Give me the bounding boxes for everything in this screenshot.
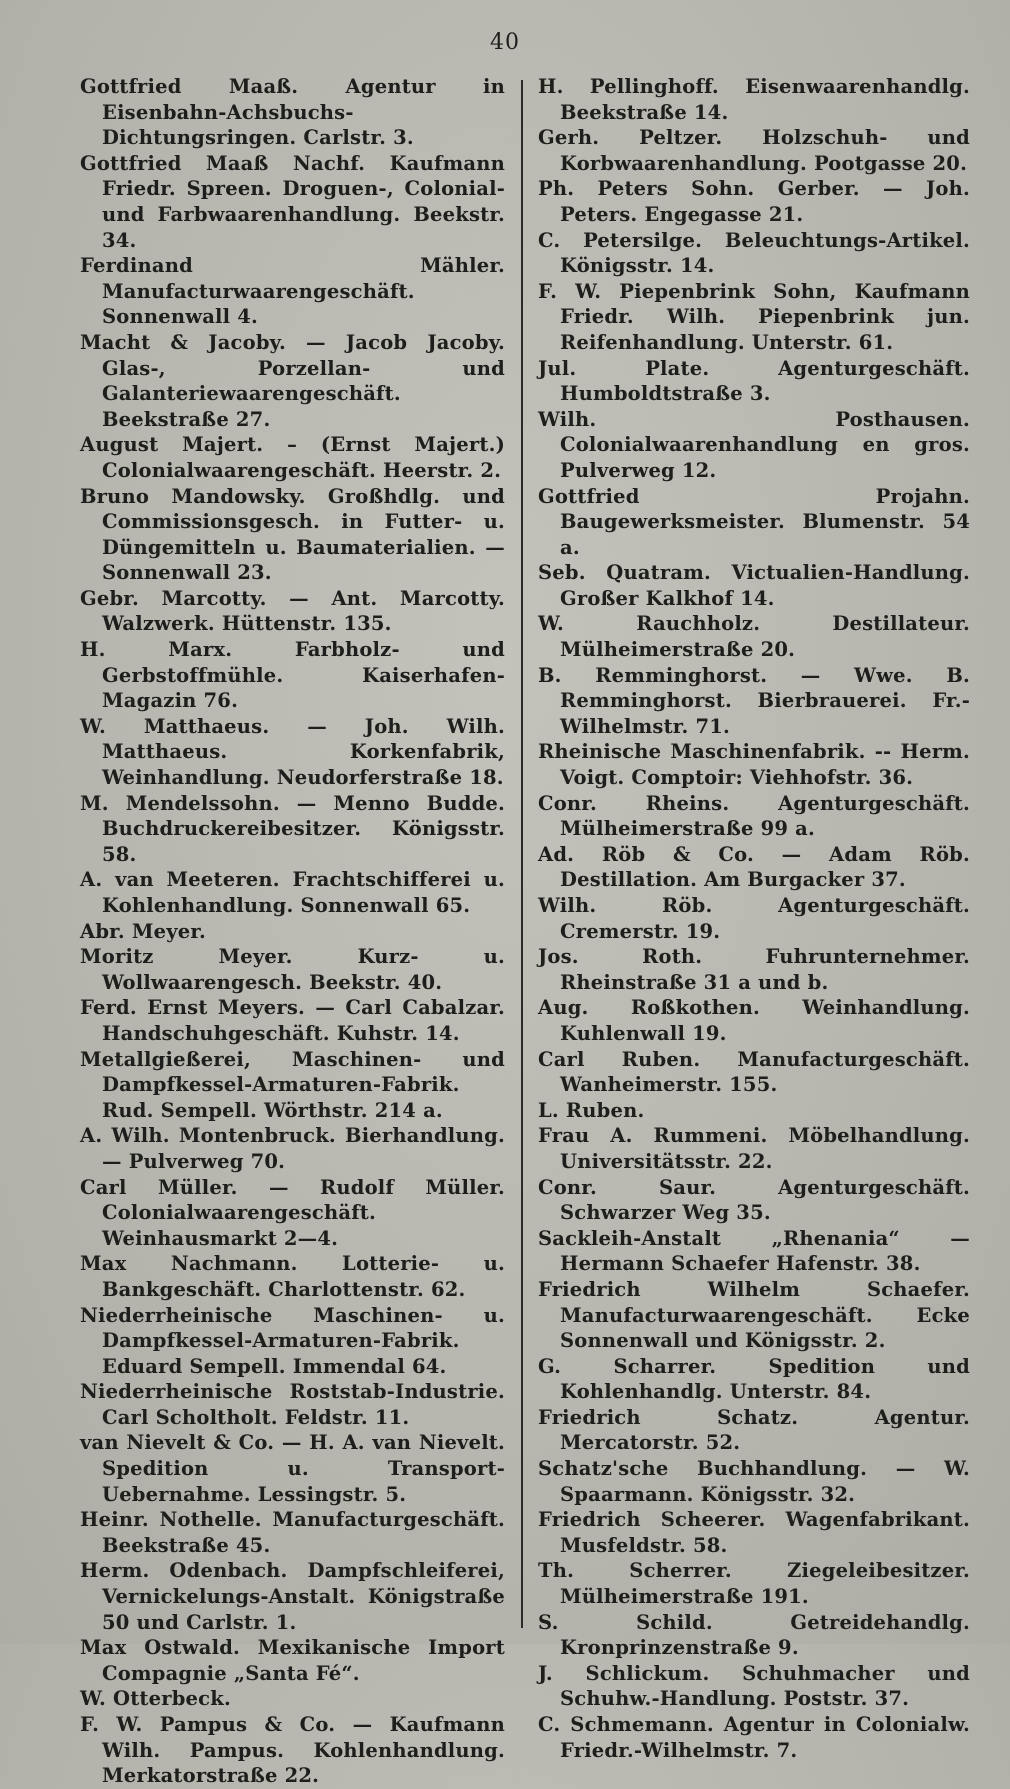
directory-entry: Metallgießerei, Maschinen- und Dampfkessel-Armaturen-Fabrik. Rud. Sempell. Wörthstr. 214 a. [80,1047,505,1122]
directory-entry: Moritz Meyer. Kurz- u. Wollwaarengesch. Beekstr. 40. [80,945,505,994]
directory-entry: Herm. Odenbach. Dampfschleiferei, Vernickelungs-Anstalt. Königstraße 50 und Carlstr. 1. [80,1559,505,1634]
directory-entry: Conr. Saur. Agenturgeschäft. Schwarzer Weg 35. [538,1175,970,1225]
directory-entry: Max Nachmann. Lotterie- u. Bankgeschäft. Charlottenstr. 62. [80,1252,505,1301]
page-number: 40 [490,30,520,55]
directory-entry: Gottfried Projahn. Baugewerksmeister. Blumenstr. 54 a. [538,484,970,559]
directory-entry: M. Mendelssohn. — Menno Budde. Buchdruckereibesitzer. Königsstr. 58. [80,791,505,866]
directory-entry: W. Otterbeck. [80,1687,231,1711]
directory-entry: Jul. Plate. Agenturgeschäft. Humboldtstraße 3. [538,356,970,406]
directory-entry: G. Scharrer. Spedition und Kohlenhandlg. Unterstr. 84. [538,1354,970,1404]
directory-entry: Gebr. Marcotty. — Ant. Marcotty. Walzwerk. Hüttenstr. 135. [80,586,505,636]
directory-entry: van Nievelt & Co. — H. A. van Nievelt. Spedition u. Transport-Uebernahme. Lessingstr. 5. [80,1431,505,1506]
directory-entry: L. Ruben. [538,1098,645,1122]
directory-entry: Seb. Quatram. Victualien-Handlung. Großer Kalkhof 14. [538,561,970,610]
directory-entry: Aug. Roßkothen. Weinhandlung. Kuhlenwall 19. [538,996,970,1045]
directory-entry: Frau A. Rummeni. Möbelhandlung. Universitätsstr. 22. [538,1124,970,1173]
directory-entry: Ph. Peters Sohn. Gerber. — Joh. Peters. Engegasse 21. [538,177,970,226]
directory-entry: Niederrheinische Roststab-Industrie. Carl Scholtholt. Feldstr. 11. [80,1380,505,1429]
directory-entry: Rheinische Maschinenfabrik. -- Herm. Voigt. Comptoir: Viehhofstr. 36. [538,740,970,790]
directory-entry: Friedrich Scheerer. Wagenfabrikant. Musfeldstr. 58. [538,1508,970,1557]
directory-entry: Schatz'sche Buchhandlung. — W. Spaarmann. Königsstr. 32. [538,1457,970,1506]
directory-entry: Wilh. Röb. Agenturgeschäft. Cremerstr. 19. [538,894,970,943]
directory-entry: Conr. Rheins. Agenturgeschäft. Mülheimerstraße 99 a. [538,791,970,841]
directory-entry: Ad. Röb & Co. — Adam Röb. Destillation. Am Burgacker 37. [538,842,970,892]
directory-entry: Ferd. Ernst Meyers. — Carl Cabalzar. Handschuhgeschäft. Kuhstr. 14. [80,996,505,1045]
directory-entry: Abr. Meyer. [80,919,207,943]
directory-entry: H. Pellinghoff. Eisenwaarenhandlg. Beekstraße 14. [538,75,970,124]
directory-entry: Sackleih-Anstalt „Rhenania“ — Hermann Schaefer Hafenstr. 38. [538,1226,970,1276]
directory-entry: Max Ostwald. Mexikanische Import Compagnie „Santa Fé“. [80,1636,505,1685]
directory-entry: Gottfried Maaß Nachf. Kaufmann Friedr. Spreen. Droguen-, Colonial- und Farbwaarenhandlung. Beekstr. 34. [80,151,505,252]
directory-entry: B. Remminghorst. — Wwe. B. Remminghorst. Bierbrauerei. Fr.-Wilhelmstr. 71. [538,663,970,738]
directory-entry: J. Schlickum. Schuhmacher und Schuhw.-Handlung. Poststr. 37. [538,1661,970,1711]
left-column [80,74,505,1789]
directory-entry: Macht & Jacoby. — Jacob Jacoby. Glas-, Porzellan- und Galanteriewaarengeschäft. Beekstraße 27. [80,330,505,431]
directory-entry: Bruno Mandowsky. Großhdlg. und Commissionsgesch. in Futter- u. Düngemitteln u. Baumaterialien. — Sonnenwall 23. [80,484,505,585]
directory-entry: C. Schmemann. Agentur in Colonialw. Friedr.-Wilhelmstr. 7. [538,1713,970,1762]
directory-entry: S. Schild. Getreidehandlg. Kronprinzenstraße 9. [538,1610,970,1660]
directory-entry: Carl Ruben. Manufacturgeschäft. Wanheimerstr. 155. [538,1047,970,1097]
directory-entry: Gerh. Peltzer. Holzschuh- und Korbwaarenhandlung. Pootgasse 20. [538,126,970,175]
directory-entry: Th. Scherrer. Ziegeleibesitzer. Mülheimerstraße 191. [538,1559,970,1609]
directory-entry: A. Wilh. Montenbruck. Bierhandlung. — Pulverweg 70. [80,1124,505,1173]
directory-entry: F. W. Pampus & Co. — Kaufmann Wilh. Pampus. Kohlenhandlung. Merkatorstraße 22. [80,1713,505,1788]
directory-entry: Friedrich Schatz. Agentur. Mercatorstr. 52. [538,1405,970,1455]
directory-entry: A. van Meeteren. Frachtschifferei u. Kohlenhandlung. Sonnenwall 65. [80,868,505,917]
directory-entry: Jos. Roth. Fuhrunternehmer. Rheinstraße 31 a und b. [538,945,970,994]
directory-entry: Wilh. Posthausen. Colonialwaarenhandlung en gros. Pulverweg 12. [538,407,970,482]
directory-entry: Ferdinand Mähler. Manufacturwaarengeschäft. Sonnenwall 4. [80,254,505,329]
directory-entry: F. W. Piepenbrink Sohn, Kaufmann Friedr. Wilh. Piepenbrink jun. Reifenhandlung. Unterstr. 61. [538,279,970,354]
directory-entry: Carl Müller. — Rudolf Müller. Colonialwaarengeschäft. Weinhausmarkt 2—4. [80,1175,505,1250]
directory-entry: C. Petersilge. Beleuchtungs-Artikel. Königsstr. 14. [538,228,970,278]
directory-entry: W. Matthaeus. — Joh. Wilh. Matthaeus. Korkenfabrik, Weinhandlung. Neudorferstraße 18. [80,714,505,790]
directory-entry: Niederrheinische Maschinen- u. Dampfkessel-Armaturen-Fabrik. Eduard Sempell. Immendal 64. [80,1303,505,1378]
right-column [538,74,970,1763]
column-divider [521,80,523,1628]
directory-entry: Gottfried Maaß. Agentur in Eisenbahn-Achsbuchs-Dichtungsringen. Carlstr. 3. [80,75,505,150]
directory-entry: Friedrich Wilhelm Schaefer. Manufacturwaarengeschäft. Ecke Sonnenwall und Königsstr. 2. [538,1277,970,1353]
directory-entry: August Majert. – (Ernst Majert.) Colonialwaarengeschäft. Heerstr. 2. [80,433,505,482]
directory-entry: Heinr. Nothelle. Manufacturgeschäft. Beekstraße 45. [80,1508,505,1557]
directory-entry: W. Rauchholz. Destillateur. Mülheimerstraße 20. [538,612,970,662]
directory-entry: H. Marx. Farbholz- und Gerbstoffmühle. Kaiserhafen-Magazin 76. [80,638,505,713]
